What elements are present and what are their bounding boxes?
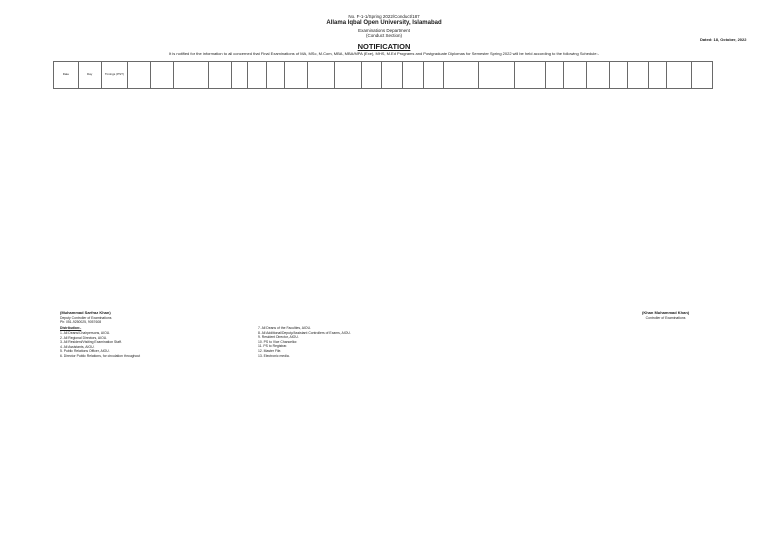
column-header: Date [54,62,79,89]
deputy-title: Deputy Controller of Examinations [60,315,112,320]
column-header [266,62,285,89]
column-header [423,62,444,89]
section-name: (Conduct Section) [365,33,403,38]
table-head [54,62,713,89]
column-header [586,62,609,89]
notification-title: NOTIFICATION [357,42,411,51]
distribution-item: 3. All Resident/Visiting Examination Staff. [60,340,122,345]
deputy-name: (Muhammad Sarfraz Khan) [60,310,111,315]
column-header [628,62,649,89]
distribution-item: 11. PS to Registrar. [258,344,288,349]
distribution-list-left [60,331,140,359]
column-header [334,62,361,89]
distribution-item: 5. Public Relations Officer, AIOU. [60,349,110,354]
column-header [479,62,514,89]
distribution-item: 4. All Assistants, AIOU. [60,344,95,349]
column-header [208,62,231,89]
column-header [648,62,667,89]
column-header [692,62,713,89]
distribution-item: 12. Master File. [258,348,282,353]
distribution-item: 1. All Deans/Chairpersons, AIOU. [60,331,111,335]
date-sheet-table-wrapper [53,61,713,89]
column-header [545,62,564,89]
column-header [151,62,174,89]
distribution-item: 10. PS to Vice Chancellor. [258,339,298,344]
reference-number: No. F-1-1/Spring 2022/Conduct/187 [348,14,420,19]
column-header [514,62,545,89]
distribution-item: 9. Resident Director, AIOU. [258,335,299,340]
distribution-item: 2. All Regional Directors, AIOU. [60,335,108,340]
university-name: Allama Iqbal Open University, Islamabad [326,20,442,26]
distribution-item: 6. Director Public Relations, for circulation throughout [60,353,141,358]
column-header [231,62,248,89]
date-sheet-table [53,61,713,89]
column-header [361,62,382,89]
column-header [382,62,403,89]
column-header [128,62,151,89]
notification-date: Dated: 18, October, 2022 [700,37,747,42]
deputy-phone: Ph: 051-9250025, 9057608 [60,320,102,325]
signature-block-controller [642,311,689,320]
column-header [173,62,208,89]
column-header [609,62,628,89]
controller-name: (Khan Muhammad Khan) [642,310,690,315]
column-header [444,62,479,89]
distribution-item: 8. All Additional/Deputy/Assistant Controllers of Exams, AIOU. [258,330,351,335]
column-header [403,62,424,89]
distribution-item: 7. All Deans of the Faculties, AIOU. [258,326,311,330]
distribution-item: 13. Electronic media. [258,353,290,358]
distribution-list-right [258,326,351,358]
column-header [308,62,335,89]
department-name: Examinations Department [358,28,410,33]
notification-intro: It is notified for the information to all concerned that Final Examinations of MA, MSc, M.Com, MBA, MBA/MPA (Exe), MHS, M.Ed Programs and Postgraduate Diplomas for Semester Spring 2022 will be held according to the following Schedule:- [169,51,599,56]
controller-title: Controller of Examinations [645,315,686,320]
signature-block-deputy [60,311,111,325]
column-header: Timings (PST) [101,62,128,89]
column-header [667,62,692,89]
column-header: Day [78,62,101,89]
distribution-heading: Distribution:- [60,326,82,330]
column-header [564,62,587,89]
column-header [248,62,267,89]
column-header [285,62,308,89]
